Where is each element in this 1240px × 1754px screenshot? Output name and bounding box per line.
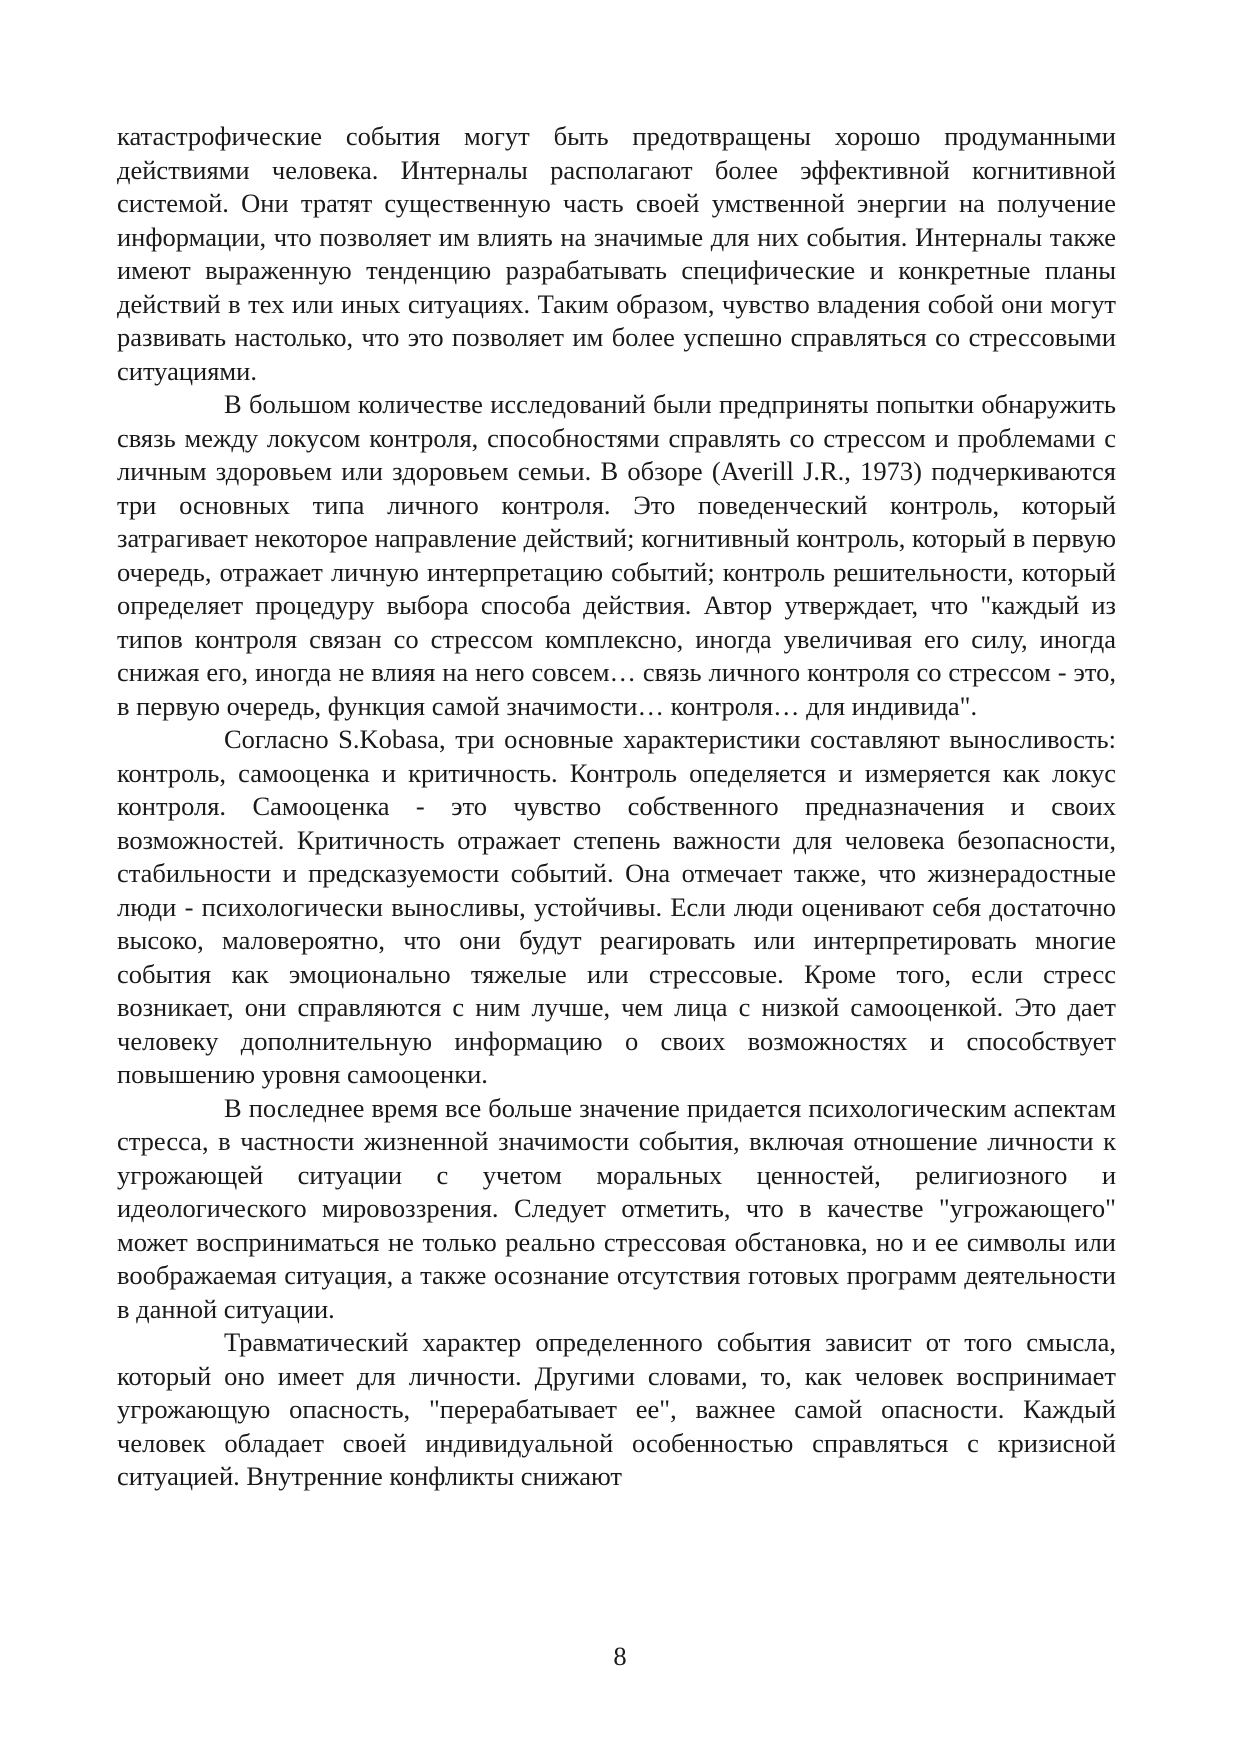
page-body (117, 120, 1116, 1494)
paragraph: Травматический характер определенного события зависит от того смысла, который оно имеет для личности. Другими словами, то, как человек воспринимает угрожающую опасность, "перерабатывает ее", важнее самой опасности. Каждый человек обладает своей индивидуальной особенностью справляться с кризисной ситуацией. Внутренние конфликты снижают (117, 1327, 1116, 1491)
paragraph: катастрофические события могут быть предотвращены хорошо продуманными действиями человека. Интерналы располагают более эффективной когнитивной системой. Они тратят существенную часть своей умственной энергии на получение информации, что позволяет им влиять на значимые для них события. Интерналы также имеют выраженную тенденцию разрабатывать специфические и конкретные планы действий в тех или иных ситуациях. Таким образом, чувство владения собой они могут развивать настолько, что это позволяет им более успешно справляться со стрессовыми ситуациями. (117, 121, 1116, 386)
paragraph: Согласно S.Kobasa, три основные характеристики составляют выносливость: контроль, самооценка и критичность. Контроль опеделяется и измеряется как локус контроля. Самооценка - это чувство собственного предназначения и своих возможностей. Критичность отражает степень важности для человека безопасности, стабильности и предсказуемости событий. Она отмечает также, что жизнерадостные люди - психологически выносливы, устойчивы. Если люди оценивают себя достаточно высоко, маловероятно, что они будут реагировать или интерпретировать многие события как эмоционально тяжелые или стрессовые. Кроме того, если стресс возникает, они справляются с ним лучше, чем лица с низкой самооценкой. Это дает человеку дополнительную информацию о своих возможностях и способствует повышению уровня самооценки. (117, 724, 1116, 1089)
paragraph: В большом количестве исследований были предприняты попытки обнаружить связь между локусом контроля, способностями справлять со стрессом и проблемами с личным здоровьем или здоровьем семьи. В обзоре (Averill J.R., 1973) подчеркиваются три основных типа личного контроля. Это поведенческий контроль, который затрагивает некоторое направление действий; когнитивный контроль, который в первую очередь, отражает личную интерпретацию событий; контроль решительности, который определяет процедуру выбора способа действия. Автор утверждает, что "каждый из типов контроля связан со стрессом комплексно, иногда увеличивая его силу, иногда снижая его, иногда не влияя на него совсем… связь личного контроля со стрессом - это, в первую очередь, функция самой значимости… контроля… для индивида". (117, 389, 1116, 721)
page-number: 8 (613, 1641, 627, 1671)
paragraph: В последнее время все больше значение придается психологическим аспектам стресса, в частности жизненной значимости события, включая отношение личности к угрожающей ситуации с учетом моральных ценностей, религиозного и идеологического мировоззрения. Следует отметить, что в качестве "угрожающего" может восприниматься не только реально стрессовая обстановка, но и ее символы или воображаемая ситуация, а также осознание отсутствия готовых программ деятельности в данной ситуации. (117, 1092, 1116, 1324)
